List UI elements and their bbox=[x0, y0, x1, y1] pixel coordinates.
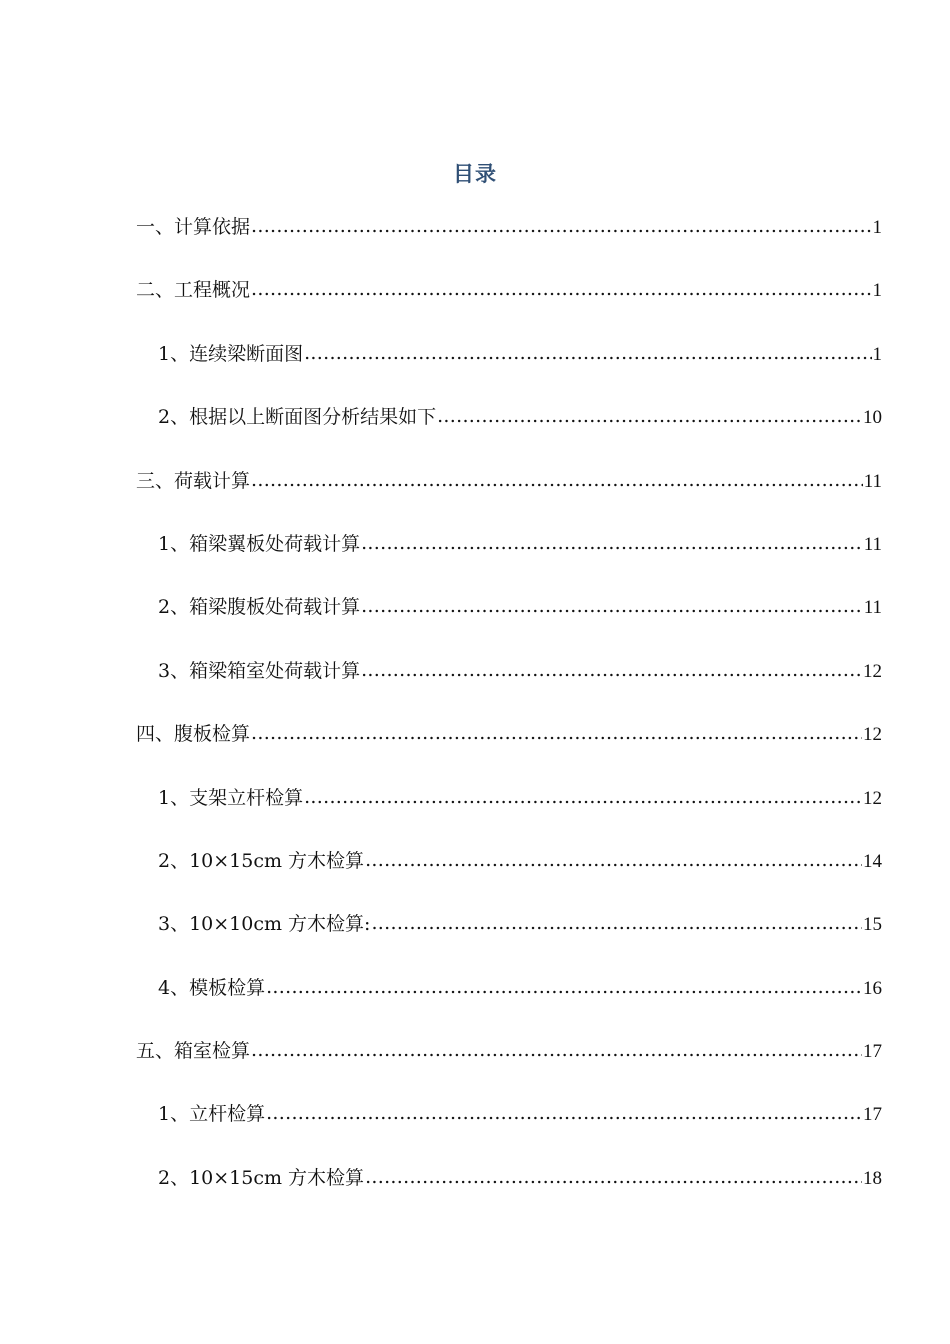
toc-leader-dots bbox=[437, 399, 862, 433]
toc-entry-text: 2、箱梁腹板处荷载计算 bbox=[158, 596, 361, 619]
toc-leader-dots bbox=[304, 780, 862, 814]
toc-entry[interactable] bbox=[136, 971, 882, 1034]
toc-leader-dots bbox=[361, 653, 862, 687]
toc-entry-text: 4、模板检算 bbox=[158, 976, 266, 999]
toc-entry-text: 1、支架立杆检算 bbox=[158, 786, 304, 809]
toc-leader-dots bbox=[361, 526, 863, 560]
toc-entry[interactable] bbox=[136, 1097, 882, 1160]
toc-leader-dots bbox=[266, 970, 862, 1004]
toc-entry-text: 2、10×15cm 方木检算 bbox=[158, 849, 365, 872]
toc-leader-dots bbox=[304, 336, 871, 370]
toc-entry-page: 10 bbox=[863, 407, 882, 429]
toc-entry-page: 11 bbox=[863, 597, 882, 619]
toc-entry-text: 1、箱梁翼板处荷载计算 bbox=[158, 532, 361, 555]
toc-entry[interactable] bbox=[136, 210, 882, 273]
toc-entry-text: 2、根据以上断面图分析结果如下 bbox=[158, 406, 437, 429]
toc-entry[interactable] bbox=[136, 464, 882, 527]
toc-entry-page: 17 bbox=[863, 1041, 882, 1063]
toc-title: 目录 bbox=[453, 162, 497, 186]
toc-entry-page: 12 bbox=[863, 787, 882, 809]
toc-entry-page: 12 bbox=[863, 660, 882, 682]
toc-entry-text: 四、腹板检算 bbox=[136, 723, 251, 746]
toc-entry[interactable] bbox=[136, 907, 882, 970]
toc-entry[interactable] bbox=[136, 400, 882, 463]
toc-entry[interactable] bbox=[136, 527, 882, 590]
toc-leader-dots bbox=[251, 463, 863, 497]
toc-leader-dots bbox=[365, 843, 862, 877]
toc-entry-page: 12 bbox=[863, 724, 882, 746]
toc-leader-dots bbox=[251, 1033, 862, 1067]
toc-entry[interactable] bbox=[136, 781, 882, 844]
toc-entry-page: 15 bbox=[863, 914, 882, 936]
toc-entry[interactable] bbox=[136, 1161, 882, 1224]
toc-entry-text: 二、工程概况 bbox=[136, 279, 251, 302]
toc-entry-page: 1 bbox=[872, 343, 882, 365]
toc-leader-dots bbox=[251, 272, 871, 306]
toc-leader-dots bbox=[266, 1096, 862, 1130]
toc-leader-dots bbox=[365, 1160, 862, 1194]
toc-entry-page: 17 bbox=[863, 1104, 882, 1126]
toc-entry[interactable] bbox=[136, 1034, 882, 1097]
toc-entry[interactable] bbox=[136, 337, 882, 400]
toc-entry[interactable] bbox=[136, 590, 882, 653]
table-of-contents bbox=[136, 210, 882, 1224]
toc-entry-text: 一、计算依据 bbox=[136, 216, 251, 238]
toc-entry[interactable] bbox=[136, 717, 882, 780]
toc-entry-page: 11 bbox=[863, 533, 882, 555]
toc-entry-text: 1、立杆检算 bbox=[158, 1103, 266, 1126]
toc-entry-page: 1 bbox=[872, 280, 882, 302]
toc-entry[interactable] bbox=[136, 654, 882, 717]
toc-entry-page: 14 bbox=[863, 850, 882, 872]
toc-entry-text: 1、连续梁断面图 bbox=[158, 342, 304, 365]
toc-leader-dots bbox=[371, 906, 862, 940]
toc-entry-page: 18 bbox=[863, 1167, 882, 1189]
toc-entry-text: 2、10×15cm 方木检算 bbox=[158, 1166, 365, 1189]
toc-entry-text: 三、荷载计算 bbox=[136, 469, 251, 492]
toc-leader-dots bbox=[361, 589, 863, 623]
toc-entry-page: 16 bbox=[863, 977, 882, 999]
toc-entry-page: 1 bbox=[872, 217, 882, 238]
toc-entry[interactable] bbox=[136, 844, 882, 907]
toc-entry[interactable] bbox=[136, 273, 882, 336]
toc-leader-dots bbox=[251, 209, 871, 243]
toc-leader-dots bbox=[251, 716, 862, 750]
toc-entry-text: 3、10×10cm 方木检算: bbox=[158, 913, 371, 936]
toc-entry-text: 五、箱室检算 bbox=[136, 1040, 251, 1063]
toc-entry-page: 11 bbox=[863, 470, 882, 492]
toc-entry-text: 3、箱梁箱室处荷载计算 bbox=[158, 659, 361, 682]
